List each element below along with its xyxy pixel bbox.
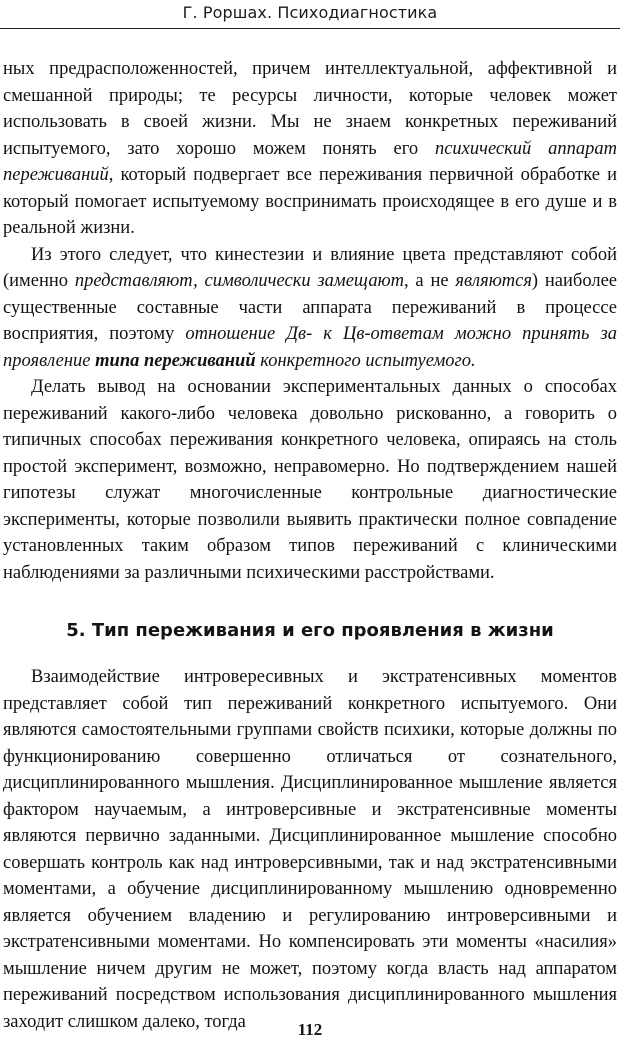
running-header [0,0,620,30]
paragraph-continuation [3,56,617,242]
text-segment: Делать вывод на основании экспериментальных данных о способах переживаний какого-либо человека довольно рискованно, а говорить о типичных способах переживания конкретного человека, опираясь на столь простой эксперимент, возможно, неправомерно. Но подтверждением нашей гипотезы служат многочисленные контрольные диагностические эксперименты, которые позволили выявить практически полное совпадение установленных таким образом типов переживаний с клиническими наблюдениями за различными психическими расстройствами. [3,377,617,583]
italic-term: отношение Дв- к Цв-ответам можно принять за проявление [3,324,617,371]
paragraph [3,664,617,1035]
italic-term: конкретного испытуемого. [255,350,476,371]
text-segment: Из этого следует, что кинестезии и влияние цвета представляют собой (именно [3,244,617,291]
bold-italic-term: типа переживаний [95,350,256,371]
text-segment: , который подвергает все переживания первичной обработке и который помогает испытуемому воспринимать происходящее в его душе и в реальной жизни. [3,165,617,238]
running-title: Г. Роршах. Психодиагностика [182,3,438,22]
text-segment: ных предрасположенностей, причем интеллектуальной, аффективной и смешанной природы; те ресурсы личности, которые человек может использовать в своей жизни. Мы не знаем конкретных переживаний испытуемого, зато хорошо можем понять его [3,59,617,159]
text-segment: Взаимодействие интровересивных и экстратенсивных моментов представляет собой тип переживаний конкретного испытуемого. Они являются самостоятельными группами свойств психики, которые должны по функционированию совершенно отличаться от сознательного, дисциплинированного мышления. Дисциплинированное мышление является фактором научаемым, а интроверсивные и экстратенсивные моменты являются первично заданными. Дисциплинированное мышление способно совершать контроль как над интроверсивными, так и над экстратенсивными моментами, а обучение дисциплинированному мышлению одновременно является обучением владению и регулированию интроверсивными и экстратенсивными моментами. Но компенсировать эти моменты «насилия» мышление ничем другим не может, поэтому когда власть над аппаратом переживаний посредством использования дисциплинированного мышления заходит слишком далеко, тогда [3,667,617,1032]
italic-term: представляют, символически замещают [74,271,404,291]
paragraph [3,242,617,375]
page-number: 112 [297,1020,323,1039]
italic-term: являются [455,271,532,291]
body-text-top [3,56,617,586]
header-rule [0,28,620,29]
text-segment: , а не [403,271,456,291]
paragraph [3,374,617,586]
section-heading: 5. Тип переживания и его проявления в жизни [66,620,554,641]
body-text-bottom [3,664,617,1035]
italic-term: психический аппарат переживаний [3,138,617,185]
text-segment: ) наиболее существенные составные части аппарата переживаний в процессе восприятия, поэтому [3,271,617,344]
